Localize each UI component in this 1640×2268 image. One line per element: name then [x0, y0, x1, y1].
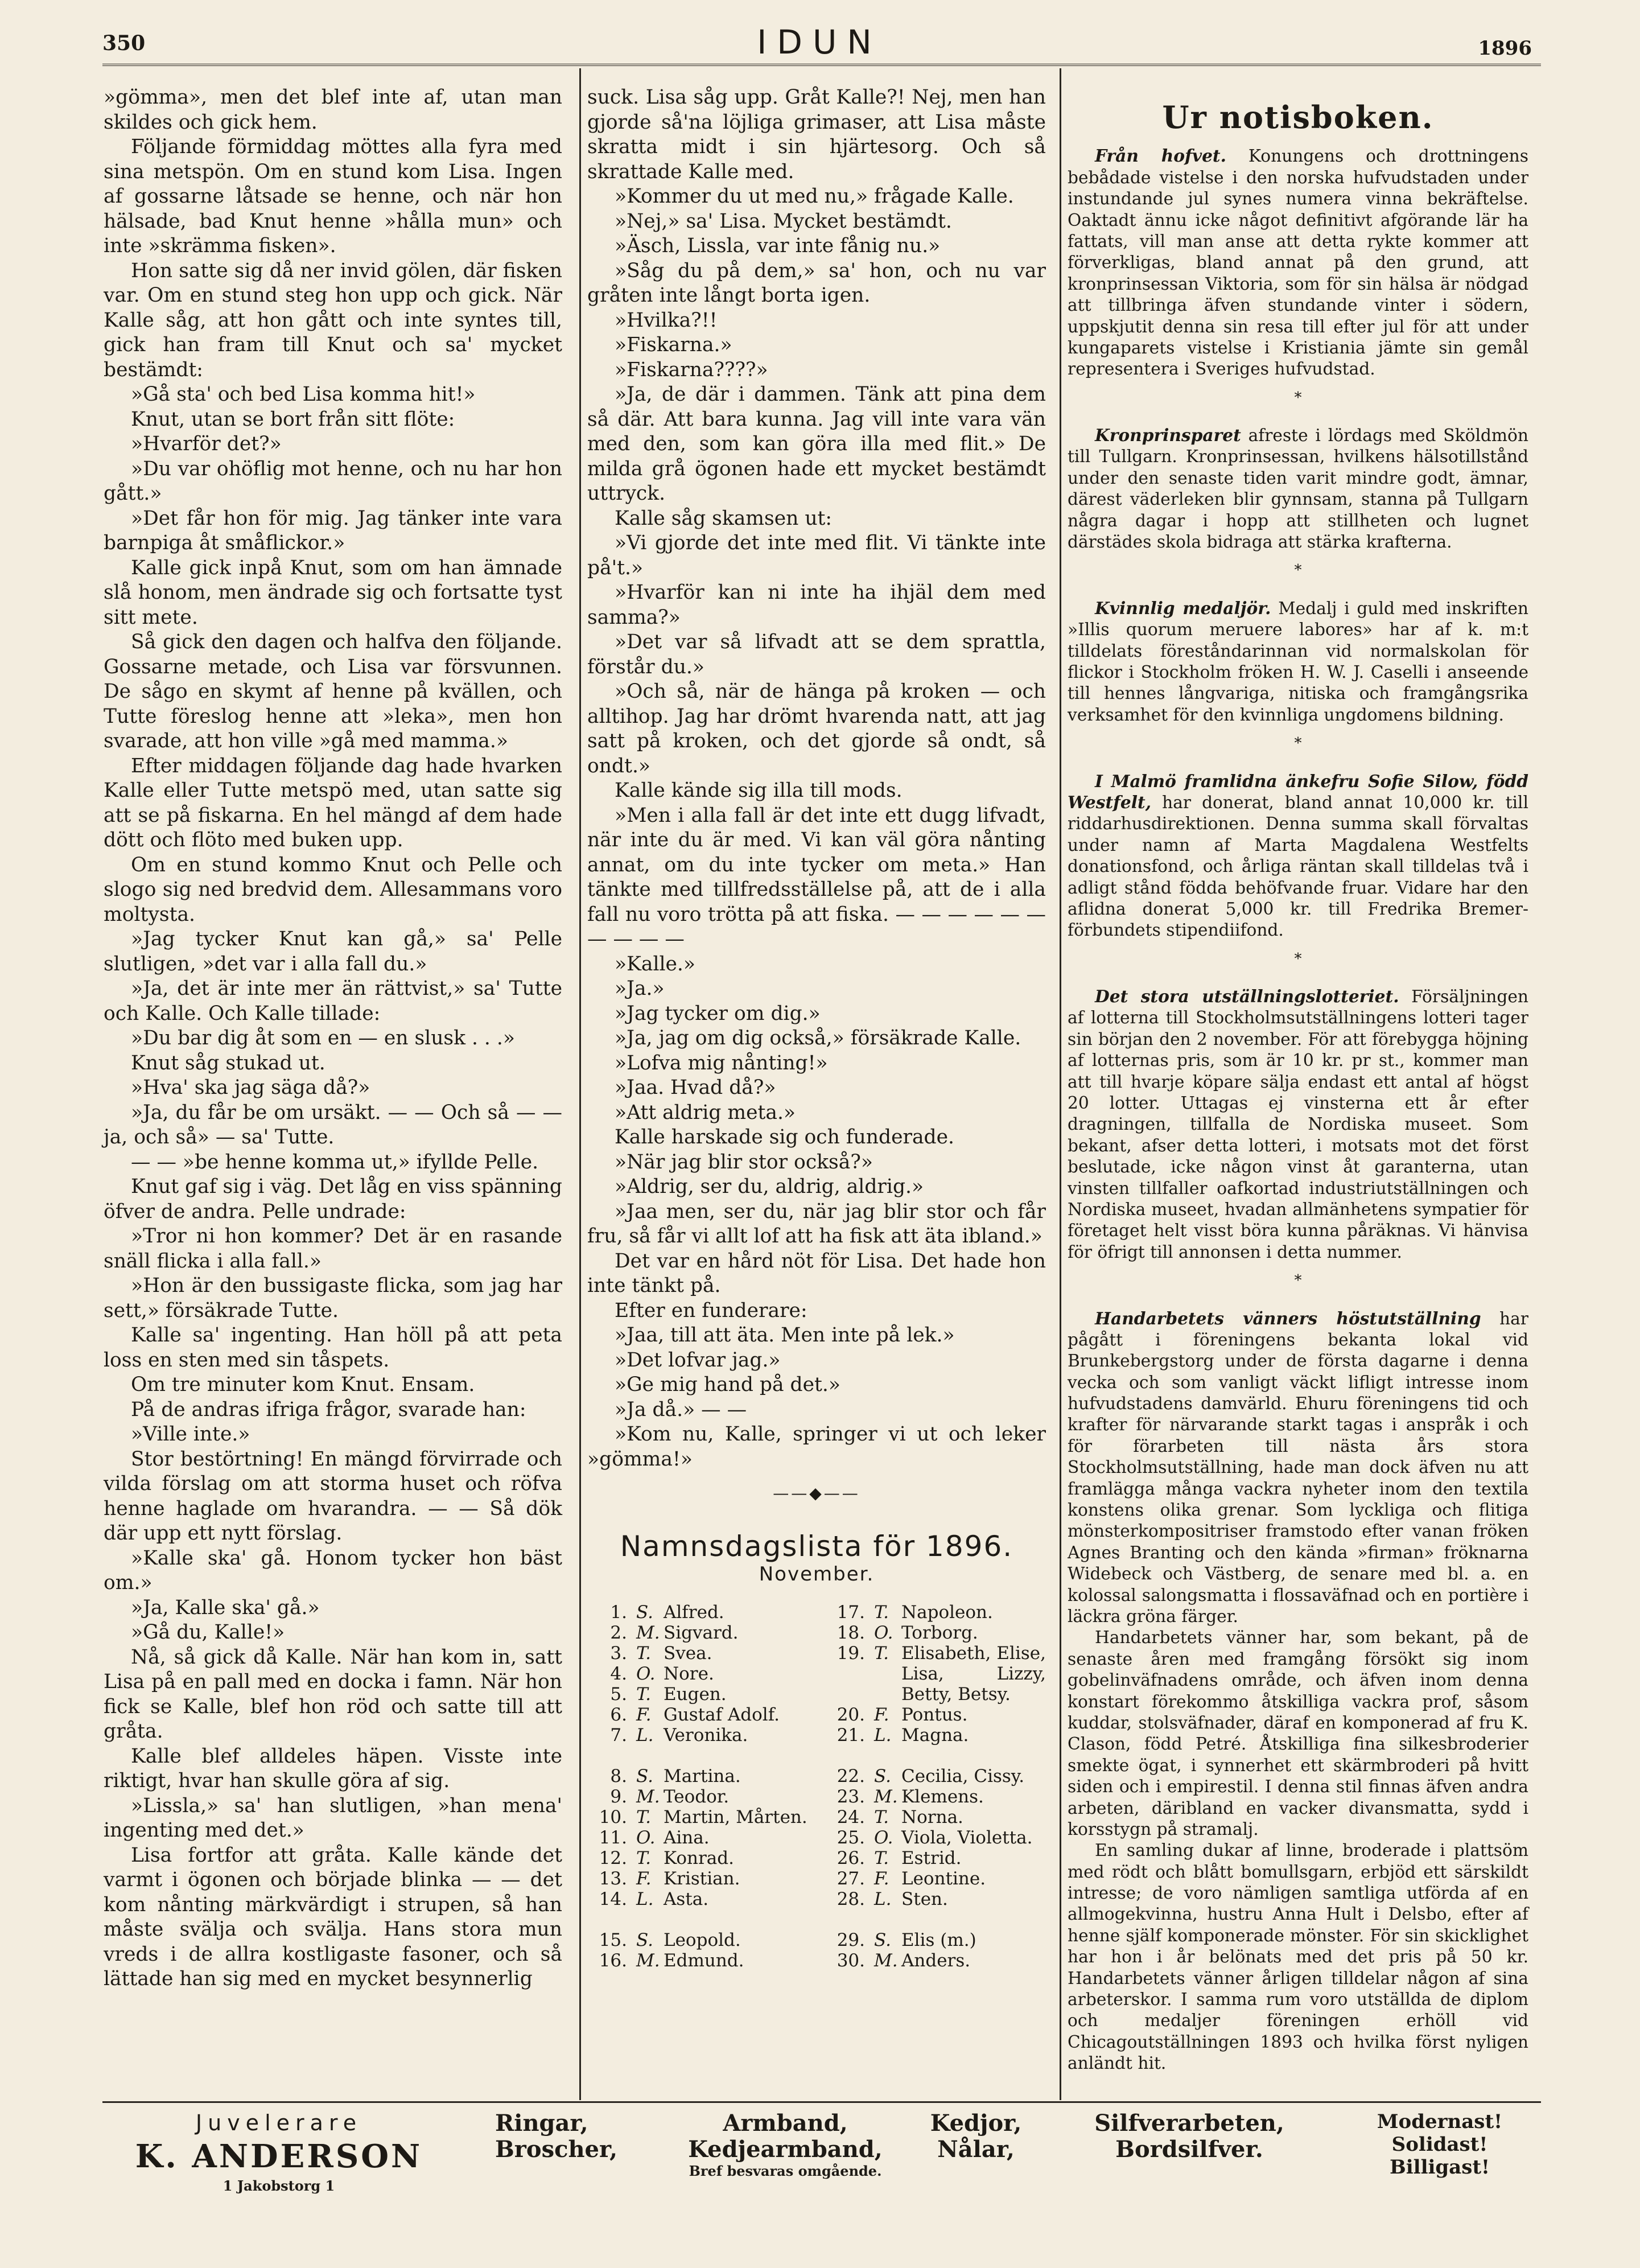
day-number: 7.	[610, 1724, 627, 1746]
paragraph: »Ja, Kalle ska' gå.»	[131, 1596, 320, 1619]
weekday-letter: O.	[874, 1827, 893, 1848]
ad-rings	[495, 2110, 643, 2163]
paragraph: Efter en funderare:	[615, 1299, 807, 1322]
paragraph: Stor bestörtning! En mängd förvirrade och vilda förslag om att storma huset och röfva henne haglade om hvarandra. — — Så dök där upp ett nytt förslag.	[104, 1447, 562, 1545]
namnsdag-entry	[587, 1705, 808, 1725]
weekday-letter: L.	[636, 1724, 654, 1746]
day-names: Aina.	[664, 1827, 710, 1848]
namnsdag-list	[587, 1602, 1046, 1991]
day-number: 8.	[610, 1765, 627, 1787]
namnsdag-left-column	[587, 1602, 808, 1991]
namnsdag-month: November.	[759, 1563, 875, 1586]
ad-armband-note: Bref besvaras omgående.	[689, 2163, 882, 2179]
day-number: 11.	[599, 1827, 627, 1848]
day-number: 12.	[599, 1847, 627, 1868]
paragraph: Knut såg stukad ut.	[131, 1051, 325, 1075]
day-number: 2.	[610, 1622, 627, 1643]
day-number: 15.	[599, 1929, 627, 1950]
separator-ornament: ——◆——	[773, 1484, 860, 1503]
paragraph: Kalle gick inpå Knut, som om han ämnade slå honom, men ändrade sig och fortsatte tyst sitt mete.	[104, 556, 562, 629]
notis-item	[1068, 986, 1528, 1262]
weekday-letter: T.	[874, 1602, 889, 1623]
namnsdag-entry	[587, 1664, 808, 1684]
paragraph: »Tror ni hon kommer? Det är en rasande snäll flicka i alla fall.»	[104, 1225, 562, 1273]
paragraph: Kalle sa' ingenting. Han höll på att peta loss en sten med sin tåspets.	[104, 1324, 562, 1372]
namnsdag-entry	[825, 1725, 1046, 1746]
namnsdag-entry	[825, 1950, 1046, 1971]
weekday-letter: O.	[636, 1663, 656, 1684]
day-number: 5.	[610, 1683, 627, 1705]
ad-jeweller-heading: Juvelerare	[195, 2110, 362, 2135]
ad-slogan-2: Solidast!	[1391, 2133, 1488, 2156]
paragraph: »Ja, det är inte mer än rättvist,» sa' Tutte och Kalle. Och Kalle tillade:	[104, 977, 562, 1025]
day-number: 18.	[837, 1622, 865, 1643]
namnsdag-right-column	[825, 1602, 1046, 1991]
day-names: Elis (m.)	[901, 1929, 976, 1950]
namnsdag-week	[587, 1766, 808, 1909]
day-number: 13.	[599, 1868, 627, 1889]
namnsdag-title: Namnsdagslista för 1896.	[620, 1529, 1013, 1563]
paragraph: Lisa fortfor att gråta. Kalle kände det varmt i ögonen och började blinka — — det kom nånting märkvärdigt i strupen, så han måste svälja och svälja. Hans stora mun vreds i de allra kostligaste fasoner, och så lättade han sig med en mycket besynnerlig	[104, 1843, 562, 1990]
ad-silver	[1070, 2110, 1309, 2163]
paragraph: »Lissla,» sa' han slutligen, »han mena' ingenting med det.»	[104, 1794, 562, 1842]
day-names: Gustaf Adolf.	[664, 1704, 780, 1725]
ad-silver-line2: Bordsilfver.	[1115, 2136, 1263, 2163]
namnsdag-entry	[587, 1889, 808, 1909]
ad-slogans	[1349, 2110, 1531, 2179]
weekday-letter: T.	[636, 1683, 651, 1705]
weekday-letter: T.	[636, 1643, 651, 1664]
notis-separator: *	[1294, 1272, 1302, 1290]
notis-item	[1068, 771, 1528, 941]
ad-armband-line1: Armband,	[723, 2110, 848, 2137]
paragraph: »När jag blir stor också?»	[615, 1150, 873, 1174]
header-rule	[102, 64, 1541, 68]
paragraph: Följande förmiddag möttes alla fyra med sina metspön. Om en stund kom Lisa. Ingen af gossarne låtsade se henne, och när hon hälsade, bad Knut henne »hålla mun» och inte »skrämma fisken».	[104, 135, 562, 257]
weekday-letter: S.	[636, 1765, 653, 1787]
paragraph: »Det lofvar jag.»	[615, 1348, 781, 1372]
paragraph: »Kalle.»	[615, 952, 696, 975]
paragraph: »Det var så lifvadt att se dem sprattla, förstår du.»	[587, 631, 1046, 678]
weekday-letter: T.	[874, 1806, 889, 1827]
day-number: 28.	[837, 1888, 865, 1909]
namnsdag-week	[825, 1602, 1046, 1746]
paragraph: »gömma», men det blef inte af, utan man skildes och gick hem.	[104, 86, 562, 134]
weekday-letter: L.	[874, 1888, 892, 1909]
day-names: Sigvard.	[664, 1622, 739, 1643]
paragraph: »Gå sta' och bed Lisa komma hit!»	[131, 383, 476, 406]
paragraph: »Ja då.» — —	[615, 1398, 747, 1421]
namnsdag-entry	[587, 1766, 808, 1787]
day-number: 30.	[837, 1950, 865, 1971]
paragraph: »Aldrig, ser du, aldrig, aldrig.»	[615, 1175, 924, 1198]
ad-jeweller	[120, 2110, 438, 2194]
notis-text: har pågått i föreningens bekanta lokal vid Brunkebergstorg under de första dagarne i denna vecka och som vanligt väckt lifligt intresse inom hufvudstadens damvärld. Ehuru föreningens tid och krafter för närvarande starkt tagas i anspråk i och för förarbeten till nästa års stora Stockholmsutställning, hade man dock äfven nu att framlägga många vackra nyheter inom den textila konstens olika grenar. Som lyckliga och flitiga mönsterkompositriser framstodo efter vanan fröken Agnes Branting och den kända »firman» fröknarna Widebeck och Västberg, de senare med bl. a. en kolossal salongsmatta i flossaväfnad och en portière i läckra gröna färger.	[1068, 1308, 1528, 1626]
notis-text: Försäljningen af lotterna till Stockholmsutställningens lotteri tager sin början den 2 november. För att förebygga höjning af lotternas pris, som är 10 kr. pr st., kommer man att till hvarje köpare sälja endast ett antal af högst 20 lotter. Uttagas ej vinsterna ett år efter dragningen, tillfalla de Nordiska museet. Som bekant, afser detta lotteri, i motsats mot det först beslutade, icke någon vinst åt garanterna, utan vinsten tillfaller oafkortad industriutställningen och Nordiska museet, hvadan allmänhetens sympatier för företaget helt visst böra kunna påräknas. Vi hänvisa för öfrigt till annonsen i detta nummer.	[1068, 986, 1528, 1262]
notis-text: afreste i lördags med Sköldmön till Tullgarn. Kronprinsessan, hvilkens hälsotillstånd under den senaste tiden varit mindre godt, ämnar, därest väderleken blir gynnsam, stanna på Tullgarn några dagar i hopp att stillheten och lugnet därstädes skola bidraga att stärka krafterna.	[1068, 425, 1528, 552]
story-column-1	[104, 85, 562, 1992]
namnsdag-entry	[587, 1643, 808, 1664]
day-number: 9.	[610, 1786, 627, 1807]
namnsdag-entry	[825, 1868, 1046, 1889]
weekday-letter: S.	[874, 1929, 891, 1950]
day-number: 29.	[837, 1929, 865, 1950]
namnsdag-week	[825, 1930, 1046, 1971]
weekday-letter: T.	[874, 1643, 889, 1664]
story-column-2	[587, 85, 1046, 1991]
weekday-letter: T.	[636, 1806, 651, 1827]
namnsdag-entry	[825, 1827, 1046, 1848]
namnsdag-entry	[825, 1930, 1046, 1950]
ad-jeweller-name: K. ANDERSON	[135, 2138, 423, 2175]
ad-chains-line1: Kedjor,	[930, 2110, 1022, 2137]
day-number: 24.	[837, 1806, 865, 1827]
paragraph: »Jaa, till att äta. Men inte på lek.»	[615, 1324, 955, 1347]
paragraph: »Gå du, Kalle!»	[131, 1621, 285, 1644]
day-number: 26.	[837, 1847, 865, 1868]
paragraph: »Fiskarna????»	[615, 358, 768, 381]
notis-title: Ur notisboken.	[1162, 99, 1434, 135]
notis-item	[1068, 598, 1528, 725]
weekday-letter: M.	[874, 1950, 898, 1971]
column-divider	[1060, 68, 1061, 2100]
namnsdag-entry	[587, 1623, 808, 1643]
weekday-letter: F.	[874, 1868, 889, 1889]
day-names: Viola, Violetta.	[901, 1827, 1033, 1848]
weekday-letter: O.	[874, 1622, 893, 1643]
paragraph: »Kalle ska' gå. Honom tycker hon bäst om.»	[104, 1546, 562, 1594]
namnsdag-entry	[825, 1807, 1046, 1827]
paragraph: »Hvilka?!!	[615, 308, 718, 332]
namnsdag-entry	[587, 1684, 808, 1705]
paragraph: »Äsch, Lissla, var inte fånig nu.»	[615, 234, 941, 257]
day-names: Cecilia, Cissy.	[901, 1765, 1025, 1787]
paragraph: »Lofva mig nånting!»	[615, 1051, 828, 1075]
notis-heading: Det stora utställningslotteriet.	[1095, 986, 1399, 1007]
notis-text: Medalj i guld med inskriften »Illis quorum meruere labores» har af k. m:t tilldelats föreståndarinnan vid normalskolan för flickor i Stockholm fröken H. W. J. Caselli i anseende till hennes långvariga, nitiska och framgångsrika verksamhet för den kvinnliga ungdomens bildning.	[1068, 598, 1528, 725]
day-names: Edmund.	[664, 1950, 744, 1971]
day-number: 20.	[837, 1704, 865, 1725]
paragraph: Det var en hård nöt för Lisa. Det hade hon inte tänkt på.	[587, 1249, 1046, 1297]
weekday-letter: F.	[636, 1868, 652, 1889]
notis-heading: I Malmö framlidna änkefru Sofie Silow, född Westfelt,	[1068, 771, 1528, 812]
namnsdag-entry	[587, 1807, 808, 1827]
day-number: 4.	[610, 1663, 627, 1684]
paragraph: Kalle blef alldeles häpen. Visste inte riktigt, hvar han skulle göra af sig.	[104, 1744, 562, 1792]
namnsdag-entry	[825, 1766, 1046, 1787]
paragraph: »Att aldrig meta.»	[615, 1101, 796, 1124]
namnsdag-entry	[587, 1950, 808, 1971]
ad-chains-line2: Nålar,	[937, 2136, 1015, 2163]
notis-item	[1068, 1308, 1528, 1627]
day-names: Eugen.	[664, 1683, 727, 1705]
paragraph: »Nej,» sa' Lisa. Mycket bestämdt.	[615, 209, 952, 233]
page-year: 1896	[1478, 37, 1532, 60]
notis-items	[1068, 145, 1528, 2073]
paragraph: »Ja, de där i dammen. Tänk att pina dem så där. Att bara kunna. Jag vill inte vara vän med den, som kan göra illa med flit.» De milda grå ögonen hade ett mycket bestämdt uttryck.	[587, 383, 1046, 505]
namnsdag-week	[587, 1602, 808, 1746]
paragraph: »Jaa. Hvad då?»	[615, 1076, 776, 1099]
paragraph: »Ja.»	[615, 977, 665, 1000]
weekday-letter: S.	[874, 1765, 891, 1787]
paragraph: — — »be henne komma ut,» ifyllde Pelle.	[131, 1150, 539, 1174]
notis-item	[1068, 145, 1528, 379]
day-names: Alfred.	[664, 1602, 724, 1623]
notis-separator: *	[1294, 389, 1302, 406]
namnsdag-entry	[825, 1889, 1046, 1909]
day-names: Napoleon.	[901, 1602, 993, 1623]
day-number: 21.	[837, 1724, 865, 1746]
weekday-letter: L.	[874, 1724, 892, 1746]
notis-heading: Kvinnlig medaljör.	[1095, 598, 1271, 618]
paragraph: »Jaa men, ser du, när jag blir stor och får fru, så får vi allt lof att ha fisk att äta ibland.»	[587, 1200, 1046, 1248]
notis-separator: *	[1294, 735, 1302, 752]
paragraph: »Hva' ska jag säga då?»	[131, 1076, 370, 1099]
day-number: 17.	[837, 1602, 865, 1623]
weekday-letter: M.	[636, 1950, 660, 1971]
paragraph: »Ja, du får be om ursäkt. — — Och så — — ja, och så» — sa' Tutte.	[104, 1101, 562, 1149]
ad-slogan-1: Modernast!	[1377, 2110, 1503, 2133]
ad-chains	[905, 2110, 1047, 2163]
paragraph: Om tre minuter kom Knut. Ensam.	[131, 1373, 475, 1396]
paragraph: »Såg du på dem,» sa' hon, och nu var gråten inte långt borta igen.	[587, 259, 1046, 307]
paragraph: »Det får hon för mig. Jag tänker inte vara barnpiga åt småflickor.»	[104, 507, 562, 554]
weekday-letter: M.	[636, 1622, 660, 1643]
paragraph: Om en stund kommo Knut och Pelle och slogo sig ned bredvid dem. Allesammans voro moltysta.	[104, 853, 562, 926]
day-names: Torborg.	[901, 1622, 978, 1643]
weekday-letter: M.	[874, 1786, 898, 1807]
page-title: IDUN	[757, 23, 882, 61]
notis-heading: Från hofvet.	[1095, 146, 1226, 166]
paragraph: Efter middagen följande dag hade hvarken Kalle eller Tutte metspö med, utan satte sig att se på fiskarna. En hel mängd af dem hade dött och flöto med buken upp.	[104, 754, 562, 851]
day-names: Leontine.	[901, 1868, 986, 1889]
weekday-letter: S.	[636, 1929, 653, 1950]
paragraph: »Jag tycker om dig.»	[615, 1002, 821, 1025]
notis-text: Konungens och drottningens bebådade vistelse i den norska hufvudstaden under instundande jul synes numera vinna bekräftelse. Oaktadt ännu icke något definitivt afgörande lär ha fattats, vill man anse att detta rykte kommer att förverkligas, bland annat på den grund, att kronprinsessan Viktoria, som för sin hälsa är nödgad att tillbringa äfven stundande vinter i södern, uppskjutit denna sin resa till efter jul för att under kungaparets vistelse i Kristiania jämte sin gemål representera i Sveriges hufvudstad.	[1068, 146, 1528, 379]
namnsdag-entry	[587, 1827, 808, 1848]
paragraph: »Kom nu, Kalle, springer vi ut och leker »gömma!»	[587, 1423, 1046, 1471]
paragraph: Hon satte sig då ner invid gölen, där fisken var. Om en stund steg hon upp och gick. När Kalle såg, att hon gått och inte syntes till, gick han fram till Knut och sa' mycket bestämdt:	[104, 259, 562, 381]
ad-rings-line1: Ringar,	[495, 2110, 588, 2137]
paragraph: Knut, utan se bort från sitt flöte:	[131, 408, 455, 431]
notis-text: har donerat, bland annat 10,000 kr. till riddarhusdirektionen. Denna summa skall förvaltas under namn af Marta Magdalena Westfelts donationsfond, och årliga räntan skall tilldelas två i adligt stånd födda behöfvande fruar. Vidare har den aflidna donerat 5,000 kr. till Fredrika Bremer-förbundets stipendiifond.	[1068, 792, 1528, 940]
weekday-letter: S.	[636, 1602, 653, 1623]
notis-column	[1068, 85, 1528, 2074]
weekday-letter: T.	[874, 1847, 889, 1868]
paragraph: »Jag tycker Knut kan gå,» sa' Pelle slutligen, »det var i alla fall du.»	[104, 928, 562, 975]
weekday-letter: M.	[636, 1786, 660, 1807]
notis-item	[1068, 425, 1528, 552]
column-divider	[579, 68, 581, 2100]
paragraph: Så gick den dagen och halfva den följande. Gossarne metade, och Lisa var försvunnen. De sågo en skymt af henne på kvällen, och Tutte föreslog henne att »leka», men hon svarade, att hon ville »gå med mamma.»	[104, 631, 562, 752]
day-number: 25.	[837, 1827, 865, 1848]
weekday-letter: T.	[636, 1847, 651, 1868]
namnsdag-entry	[587, 1868, 808, 1889]
day-number: 6.	[610, 1704, 627, 1725]
notis-separator: *	[1294, 562, 1302, 579]
paragraph: »Ja, jag om dig också,» försäkrade Kalle.	[615, 1027, 1021, 1049]
day-names: Sten.	[901, 1888, 948, 1909]
namnsdag-week	[825, 1766, 1046, 1909]
namnsdag-entry	[587, 1787, 808, 1807]
day-number: 16.	[599, 1950, 627, 1971]
weekday-letter: F.	[874, 1704, 889, 1725]
day-number: 3.	[610, 1643, 627, 1664]
paragraph: Kalle kände sig illa till mods.	[615, 779, 903, 802]
notis-heading: Handarbetets vänners höstutställning	[1095, 1308, 1481, 1328]
day-number: 19.	[837, 1643, 865, 1664]
namnsdag-entry	[825, 1643, 1046, 1705]
namnsdag-entry	[587, 1930, 808, 1950]
namnsdag-entry	[587, 1602, 808, 1623]
day-number: 1.	[610, 1602, 627, 1623]
day-names: Teodor.	[664, 1786, 730, 1807]
weekday-letter: F.	[636, 1704, 652, 1725]
day-names: Svea.	[664, 1643, 712, 1664]
day-number: 27.	[837, 1868, 865, 1889]
day-names: Elisabeth, Elise, Lisa, Lizzy, Betty, Betsy.	[901, 1643, 1046, 1705]
paragraph: Nå, så gick då Kalle. När han kom in, satt Lisa på en pall med en docka i famn. När hon fick se Kalle, blef hon röd och satte till att gråta.	[104, 1645, 562, 1743]
notis-paragraph: En samling dukar af linne, broderade i plattsöm med rödt och blått bomullsgarn, erbjöd ett särskildt intresse; de voro nämligen samtliga utförda af en allmogekvinna, hustru Anna Hult i Delsbo, efter af henne själf komponerade mönster. För sin skicklighet har hon i år belönats med det pris på 50 kr. Handarbetets vänner årligen tilldelar någon af sina arbeterskor. I samma rum voro utställda de diplom och medaljer föreningen erhöll vid Chicagoutställningen 1893 och hvilka först nyligen anländt hit.	[1068, 1840, 1528, 2073]
paragraph: »Vi gjorde det inte med flit. Vi tänkte inte på't.»	[587, 532, 1046, 579]
namnsdag-entry	[587, 1725, 808, 1746]
paragraph: »Hon är den bussigaste flicka, som jag har sett,» försäkrade Tutte.	[104, 1274, 562, 1322]
day-names: Martin, Mårten.	[664, 1806, 807, 1827]
notis-separator: *	[1294, 950, 1302, 968]
day-names: Pontus.	[901, 1704, 968, 1725]
paragraph: »Men i alla fall är det inte ett dugg lifvadt, när inte du är med. Vi kan väl göra nånting annat, om du inte tycker om meta.» Han tänkte med tillfredsställelse på, att de i alla fall nu voro trötta på att fiska. — — — — — — — — — —	[587, 804, 1046, 950]
paragraph: suck. Lisa såg upp. Gråt Kalle?! Nej, men han gjorde så'na löjliga grimaser, att Lisa måste skratta midt i sin hjärtesorg. Och så skrattade Kalle med.	[587, 86, 1046, 183]
paragraph: På de andras ifriga frågor, svarade han:	[131, 1398, 526, 1421]
paragraph: »Hvarför kan ni inte ha ihjäl dem med samma?»	[587, 581, 1046, 629]
paragraph: Kalle harskade sig och funderade.	[615, 1126, 955, 1149]
day-number: 10.	[599, 1806, 627, 1827]
namnsdag-entry	[825, 1848, 1046, 1868]
day-names: Anders.	[901, 1950, 971, 1971]
ad-rings-line2: Broscher,	[495, 2136, 618, 2163]
ad-silver-line1: Silfverarbeten,	[1094, 2110, 1284, 2137]
day-names: Veronika.	[664, 1724, 748, 1746]
namnsdag-entry	[825, 1623, 1046, 1643]
day-number: 23.	[837, 1786, 865, 1807]
paragraph: »Du bar dig åt som en — en slusk . . .»	[131, 1027, 515, 1049]
notis-paragraph: Handarbetets vänner har, som bekant, på de senaste åren med framgång försökt sig inom gobelinväfnadens område, och äfven inom denna konstart förekommo åtskilliga vackra prof, såsom kuddar, stolsväfnader, däraf en komponerad af fru K. Clason, född Petré. Åtskilliga fina silkesbroderier smekte ögat, i synnerhet ett skärmbroderi på hvitt siden och i empirestil. I denna stil finnas äfven andra arbeten, däribland en vacker divansmatta, sydd i korsstygn på stramalj.	[1068, 1627, 1528, 1839]
day-names: Leopold.	[664, 1929, 741, 1950]
weekday-letter: L.	[636, 1888, 654, 1909]
namnsdag-week	[587, 1930, 808, 1971]
day-names: Norna.	[901, 1806, 963, 1827]
day-names: Konrad.	[664, 1847, 734, 1868]
day-names: Kristian.	[664, 1868, 740, 1889]
day-names: Martina.	[664, 1765, 741, 1787]
ad-jeweller-address: 1 Jakobstorg 1	[222, 2178, 335, 2194]
paragraph: »Hvarför det?»	[131, 433, 282, 455]
paragraph: »Du var ohöflig mot henne, och nu har hon gått.»	[104, 457, 562, 505]
namnsdag-entry	[825, 1705, 1046, 1725]
day-names: Nore.	[664, 1663, 714, 1684]
day-number: 14.	[599, 1888, 627, 1909]
namnsdag-entry	[825, 1602, 1046, 1623]
namnsdag-entry	[587, 1848, 808, 1868]
day-names: Estrid.	[901, 1847, 962, 1868]
footer-rule	[102, 2101, 1541, 2103]
ad-armband-line2: Kedjearmband,	[688, 2136, 883, 2163]
paragraph: »Ville inte.»	[131, 1423, 250, 1446]
paragraph: »Kommer du ut med nu,» frågade Kalle.	[615, 185, 1014, 208]
paragraph: »Fiskarna.»	[615, 334, 732, 356]
paragraph: Knut gaf sig i väg. Det låg en viss spänning öfver de andra. Pelle undrade:	[104, 1175, 562, 1223]
paragraph: Kalle såg skamsen ut:	[615, 507, 833, 530]
day-names: Asta.	[664, 1888, 709, 1909]
ad-armband	[671, 2110, 899, 2179]
namnsdag-entry	[825, 1787, 1046, 1807]
paragraph: »Och så, när de hänga på kroken — och alltihop. Jag har drömt hvarenda natt, att jag satt på kroken, och det gjorde så ondt, så ondt.»	[587, 680, 1046, 777]
weekday-letter: O.	[636, 1827, 656, 1848]
day-names: Klemens.	[901, 1786, 984, 1807]
story-continuation	[587, 85, 1046, 1472]
ad-slogan-3: Billigast!	[1390, 2156, 1490, 2179]
day-names: Magna.	[901, 1724, 969, 1746]
notis-heading: Kronprinsparet	[1095, 425, 1241, 446]
page-number: 350	[102, 31, 146, 55]
paragraph: »Ge mig hand på det.»	[615, 1373, 840, 1396]
day-number: 22.	[837, 1765, 865, 1787]
